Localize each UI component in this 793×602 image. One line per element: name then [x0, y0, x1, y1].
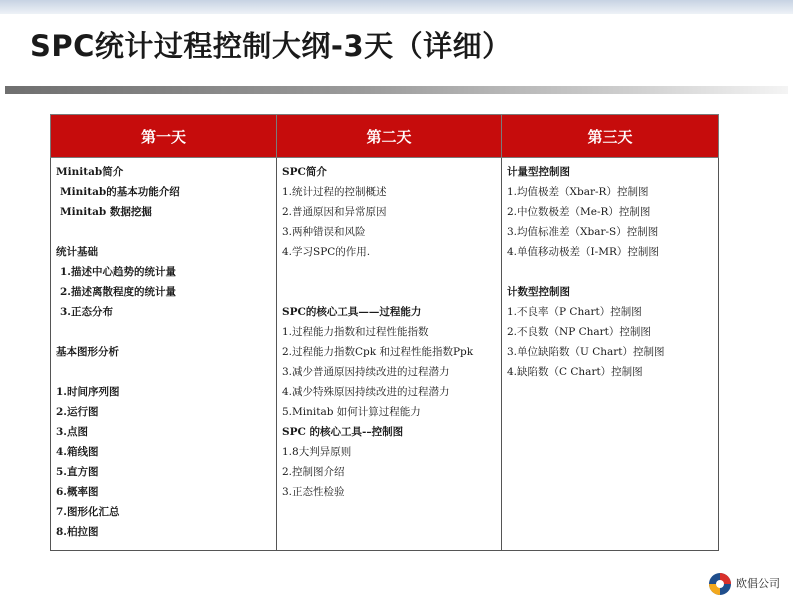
section-title: 计量型控制图 [507, 166, 570, 178]
company-name: 欧倡公司 [736, 577, 780, 590]
list-item: 2.控制图介绍 [282, 466, 345, 478]
company-logo-icon [708, 572, 732, 596]
list-item: 3.正态分布 [60, 306, 113, 318]
section-title: 统计基础 [56, 246, 98, 258]
section-title: SPC简介 [282, 166, 327, 178]
list-item: Minitab的基本功能介绍 [60, 186, 180, 198]
list-item: 3.均值标准差（Xbar-S）控制图 [507, 226, 659, 238]
list-item: 1.均值极差（Xbar-R）控制图 [507, 186, 649, 198]
list-item: 2.运行图 [56, 406, 99, 418]
day3-header: 第三天 [502, 115, 719, 158]
section-title: Minitab简介 [56, 166, 124, 178]
list-item: 2.不良数（NP Chart）控制图 [507, 326, 651, 338]
spacer [56, 362, 271, 382]
section-title: SPC 的核心工具-–控制图 [282, 426, 404, 438]
spacer [56, 222, 271, 242]
list-item: 1.统计过程的控制概述 [282, 186, 387, 198]
list-item: 1.8大判异原则 [282, 446, 352, 458]
list-item: 3.减少普通原因持续改进的过程潜力 [282, 366, 450, 378]
spacer [56, 322, 271, 342]
list-item: 6.概率图 [56, 486, 99, 498]
list-item: 3.正态性检验 [282, 486, 345, 498]
list-item: 4.单值移动极差（I-MR）控制图 [507, 246, 659, 258]
section-title: SPC的核心工具——过程能力 [282, 306, 422, 318]
list-item: 2.描述离散程度的统计量 [60, 286, 176, 298]
list-item: Minitab 数据挖掘 [60, 206, 152, 218]
section-title: 计数型控制图 [507, 286, 570, 298]
day1-cell [51, 158, 277, 551]
list-item: 4.学习SPC的作用. [282, 246, 371, 258]
day2-header: 第二天 [277, 115, 502, 158]
day3-cell [502, 158, 719, 551]
title-underline [5, 86, 788, 94]
schedule-table [50, 114, 719, 551]
spacer [507, 262, 713, 282]
page-title: SPC统计过程控制大纲-3天（详细） [30, 29, 512, 63]
table-header-row [51, 115, 719, 158]
section-title: 基本图形分析 [56, 346, 119, 358]
list-item: 1.时间序列图 [56, 386, 120, 398]
list-item: 5.直方图 [56, 466, 99, 478]
list-item: 1.描述中心趋势的统计量 [60, 266, 176, 278]
list-item: 7.图形化汇总 [56, 506, 120, 518]
list-item: 4.缺陷数（C Chart）控制图 [507, 366, 643, 378]
list-item: 3.单位缺陷数（U Chart）控制图 [507, 346, 665, 358]
list-item: 1.过程能力指数和过程性能指数 [282, 326, 429, 338]
list-item: 2.普通原因和异常原因 [282, 206, 387, 218]
table-body-row [51, 158, 719, 551]
list-item: 2.中位数极差（Me-R）控制图 [507, 206, 651, 218]
day1-header: 第一天 [51, 115, 277, 158]
list-item: 2.过程能力指数Cpk 和过程性能指数Ppk [282, 346, 474, 358]
day2-cell [277, 158, 502, 551]
spacer [282, 262, 496, 302]
list-item: 4.减少特殊原因持续改进的过程潜力 [282, 386, 450, 398]
list-item: 3.两种错误和风险 [282, 226, 366, 238]
list-item: 4.箱线图 [56, 446, 99, 458]
list-item: 1.不良率（P Chart）控制图 [507, 306, 642, 318]
list-item: 8.柏拉图 [56, 526, 99, 538]
list-item: 5.Minitab 如何计算过程能力 [282, 406, 421, 418]
list-item: 3.点图 [56, 426, 88, 438]
top-band [0, 0, 793, 14]
